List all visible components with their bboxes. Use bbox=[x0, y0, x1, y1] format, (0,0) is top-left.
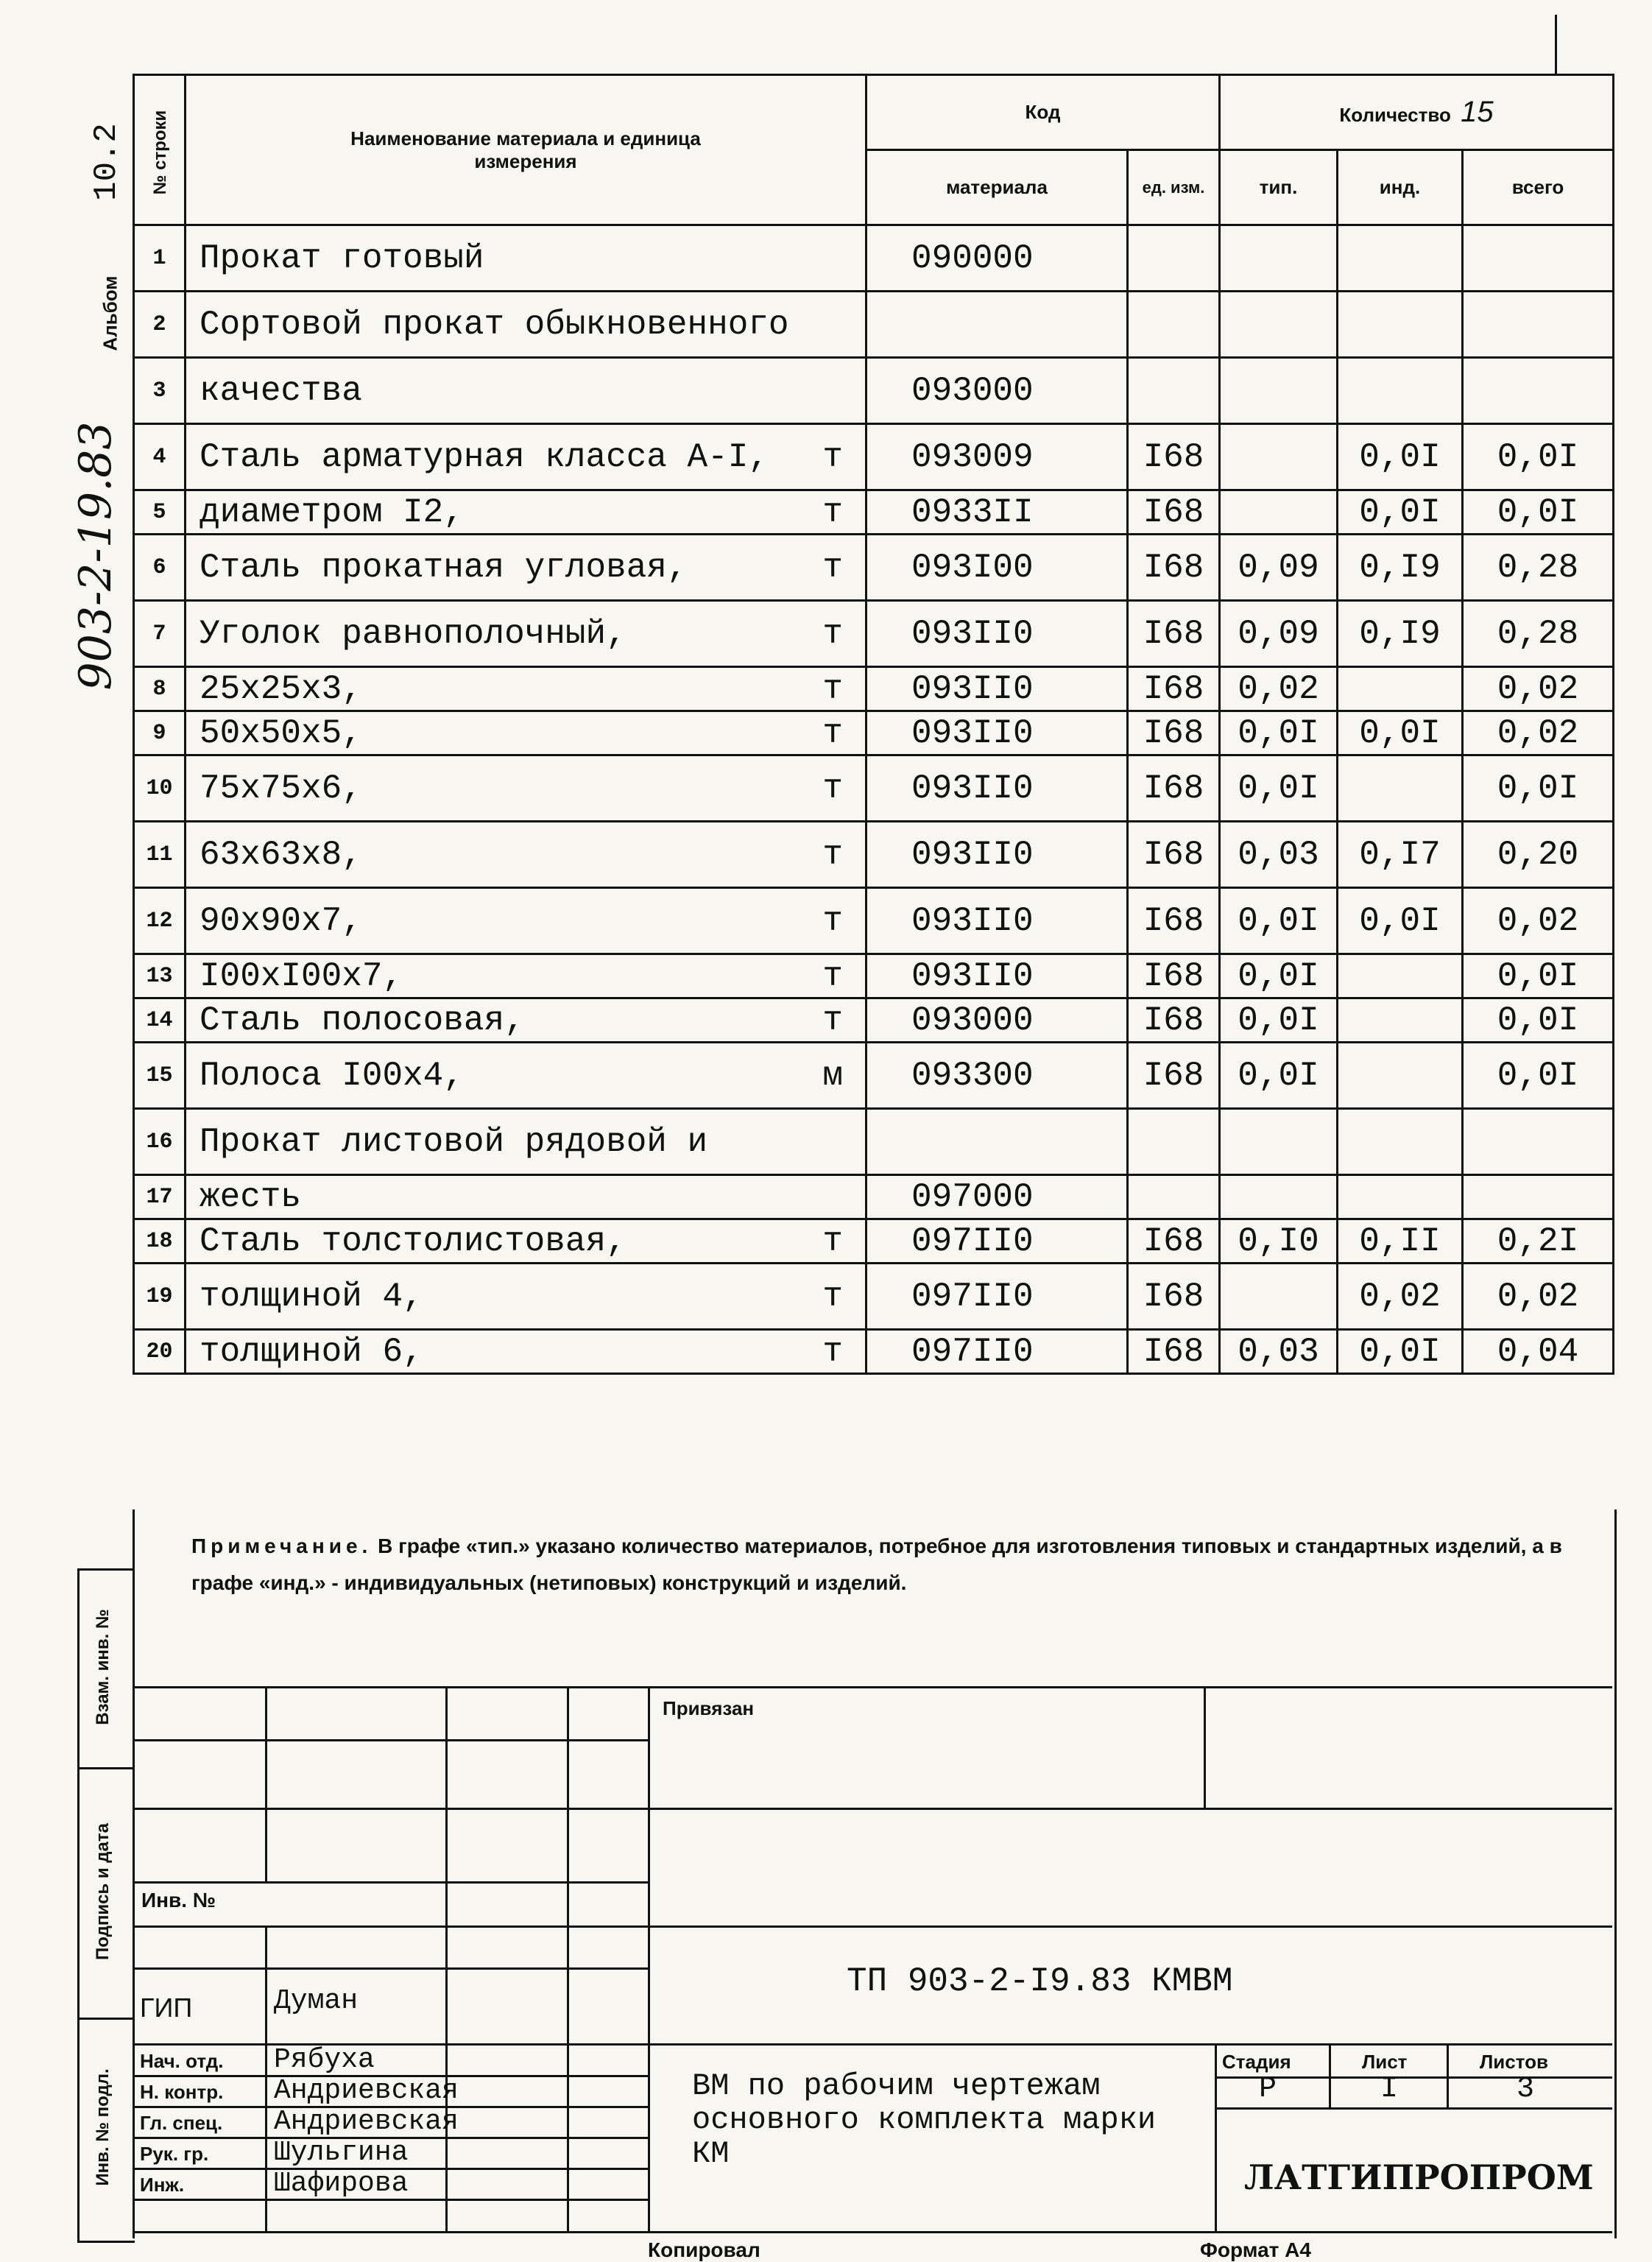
header-ind: инд. bbox=[1338, 150, 1463, 225]
qty-vsego bbox=[1463, 225, 1614, 292]
unit-of-measure: т bbox=[822, 669, 843, 708]
material-name: качества bbox=[186, 358, 866, 424]
qty-vsego: 0,28 bbox=[1463, 535, 1614, 601]
table-row bbox=[134, 822, 1614, 888]
row-number: 7 bbox=[134, 601, 186, 667]
material-code: 093300 bbox=[866, 1043, 1128, 1109]
unit-code: I68 bbox=[1128, 1219, 1220, 1264]
stamp-line-c bbox=[133, 1881, 648, 1884]
material-name: Прокат готовый bbox=[186, 225, 866, 292]
material-name: 90х90х7, т bbox=[186, 888, 866, 954]
table-row bbox=[134, 535, 1614, 601]
unit-of-measure: т bbox=[822, 548, 843, 587]
organization: ЛАТГИПРОПРОМ bbox=[1244, 2157, 1594, 2197]
signature-name: Андриевская bbox=[274, 2075, 459, 2107]
header-tip: тип. bbox=[1220, 150, 1338, 225]
row-number: 15 bbox=[134, 1043, 186, 1109]
qty-vsego: 0,0I bbox=[1463, 1043, 1614, 1109]
qty-ind: 0,II bbox=[1338, 1219, 1463, 1264]
unit-code: I68 bbox=[1128, 424, 1220, 490]
material-name: толщиной 6, т bbox=[186, 1330, 866, 1374]
qty-vsego: 0,02 bbox=[1463, 667, 1614, 711]
qty-ind bbox=[1338, 1043, 1463, 1109]
table-row bbox=[134, 292, 1614, 358]
row-number: 9 bbox=[134, 711, 186, 755]
header-material: материала bbox=[866, 150, 1128, 225]
qty-ind: 0,02 bbox=[1338, 1264, 1463, 1330]
handwritten-page-number: 15 bbox=[1461, 96, 1494, 128]
unit-code: I68 bbox=[1128, 954, 1220, 998]
material-code: 093000 bbox=[866, 998, 1128, 1043]
qty-ind: 0,0I bbox=[1338, 1330, 1463, 1374]
list-value: I bbox=[1380, 2073, 1399, 2106]
top-mark: 10.2 bbox=[88, 123, 125, 201]
document-code: ТП 903-2-I9.83 КМВМ bbox=[847, 1962, 1233, 2001]
qty-tip bbox=[1220, 1109, 1338, 1175]
unit-code bbox=[1128, 1175, 1220, 1219]
stamp-top-line bbox=[133, 1686, 1612, 1688]
material-code: 093I00 bbox=[866, 535, 1128, 601]
unit-code: I68 bbox=[1128, 755, 1220, 822]
material-name: Прокат листовой рядовой и bbox=[186, 1109, 866, 1175]
qty-tip bbox=[1220, 424, 1338, 490]
row-number: 4 bbox=[134, 424, 186, 490]
stamp-vline-1b bbox=[265, 1925, 267, 2231]
qty-vsego: 0,02 bbox=[1463, 711, 1614, 755]
qty-tip bbox=[1220, 1175, 1338, 1219]
qty-ind: 0,0I bbox=[1338, 888, 1463, 954]
stamp-vline-6 bbox=[1215, 2043, 1217, 2231]
list-label: Лист bbox=[1362, 2051, 1408, 2073]
table-row bbox=[134, 490, 1614, 535]
qty-vsego: 0,2I bbox=[1463, 1219, 1614, 1264]
qty-ind: 0,I9 bbox=[1338, 601, 1463, 667]
unit-code bbox=[1128, 292, 1220, 358]
strip-divider-1 bbox=[77, 1767, 133, 1769]
unit-code: I68 bbox=[1128, 1264, 1220, 1330]
table-row bbox=[134, 998, 1614, 1043]
unit-of-measure: м bbox=[822, 1056, 843, 1095]
unit-of-measure: т bbox=[822, 1222, 843, 1261]
stamp-vline-1 bbox=[265, 1686, 267, 1881]
signature-name: Думан bbox=[274, 1985, 359, 2017]
inv-no-label: Инв. № bbox=[141, 1889, 216, 1912]
signature-role: Инж. bbox=[140, 2174, 185, 2196]
header-kolichestvo: Количество 15 bbox=[1220, 75, 1614, 150]
qty-vsego bbox=[1463, 292, 1614, 358]
table-row bbox=[134, 225, 1614, 292]
material-name: 75х75х6, т bbox=[186, 755, 866, 822]
signature-role: ГИП bbox=[140, 1993, 193, 2023]
row-number: 13 bbox=[134, 954, 186, 998]
signature-role: Рук. гр. bbox=[140, 2143, 209, 2165]
qty-vsego: 0,0I bbox=[1463, 490, 1614, 535]
qty-ind bbox=[1338, 998, 1463, 1043]
unit-code: I68 bbox=[1128, 998, 1220, 1043]
qty-ind bbox=[1338, 667, 1463, 711]
row-number: 6 bbox=[134, 535, 186, 601]
qty-vsego: 0,0I bbox=[1463, 998, 1614, 1043]
qty-ind bbox=[1338, 1109, 1463, 1175]
unit-of-measure: т bbox=[822, 614, 843, 653]
qty-vsego: 0,02 bbox=[1463, 1264, 1614, 1330]
material-code: 093009 bbox=[866, 424, 1128, 490]
material-code: 0933II bbox=[866, 490, 1128, 535]
signature-role: Н. контр. bbox=[140, 2081, 224, 2103]
material-name: 63х63х8, т bbox=[186, 822, 866, 888]
qty-ind bbox=[1338, 292, 1463, 358]
signature-name: Шульгина bbox=[274, 2137, 409, 2168]
qty-tip: 0,0I bbox=[1220, 755, 1338, 822]
table-row bbox=[134, 358, 1614, 424]
qty-ind: 0,I7 bbox=[1338, 822, 1463, 888]
vzam-inv-label: Взам. инв. № bbox=[93, 1609, 113, 1725]
stamp-vline-5 bbox=[1204, 1686, 1206, 1808]
qty-ind: 0,0I bbox=[1338, 490, 1463, 535]
table-row bbox=[134, 1109, 1614, 1175]
qty-vsego: 0,0I bbox=[1463, 755, 1614, 822]
material-code: 093II0 bbox=[866, 954, 1128, 998]
qty-ind bbox=[1338, 954, 1463, 998]
stadiya-value: Р bbox=[1259, 2073, 1277, 2106]
material-name: Сталь полосовая, т bbox=[186, 998, 866, 1043]
table-row bbox=[134, 1264, 1614, 1330]
unit-code: I68 bbox=[1128, 888, 1220, 954]
table-row bbox=[134, 1330, 1614, 1374]
table-row bbox=[134, 1043, 1614, 1109]
material-name: Уголок равнополочный, т bbox=[186, 601, 866, 667]
signature-name: Рябуха bbox=[274, 2044, 375, 2076]
qty-vsego: 0,02 bbox=[1463, 888, 1614, 954]
table-row bbox=[134, 424, 1614, 490]
qty-ind bbox=[1338, 225, 1463, 292]
note-title: Примечание. bbox=[191, 1535, 373, 1557]
unit-of-measure: т bbox=[822, 493, 843, 532]
table-row bbox=[134, 755, 1614, 822]
qty-vsego bbox=[1463, 358, 1614, 424]
row-number: 3 bbox=[134, 358, 186, 424]
unit-code: I68 bbox=[1128, 535, 1220, 601]
table-row bbox=[134, 954, 1614, 998]
podp-data-label: Подпись и дата bbox=[93, 1823, 113, 1960]
unit-of-measure: т bbox=[822, 714, 843, 753]
privyazan-label: Привязан bbox=[663, 1697, 755, 1719]
listov-value: 3 bbox=[1517, 2073, 1535, 2106]
format: Формат А4 bbox=[1200, 2238, 1311, 2261]
unit-of-measure: т bbox=[822, 956, 843, 996]
qty-ind bbox=[1338, 755, 1463, 822]
stamp-bottom-line bbox=[133, 2231, 1612, 2233]
header-kod: Код bbox=[866, 75, 1220, 150]
material-code: 093II0 bbox=[866, 888, 1128, 954]
unit-code: I68 bbox=[1128, 711, 1220, 755]
table-row bbox=[134, 667, 1614, 711]
material-code bbox=[866, 1109, 1128, 1175]
header-vsego: всего bbox=[1463, 150, 1614, 225]
qty-vsego: 0,20 bbox=[1463, 822, 1614, 888]
qty-tip: 0,03 bbox=[1220, 1330, 1338, 1374]
row-number: 11 bbox=[134, 822, 186, 888]
row-number: 2 bbox=[134, 292, 186, 358]
table-row bbox=[134, 1175, 1614, 1219]
kopiroval: Копировал bbox=[648, 2238, 760, 2261]
qty-ind: 0,0I bbox=[1338, 424, 1463, 490]
unit-code: I68 bbox=[1128, 1330, 1220, 1374]
materials-table bbox=[133, 74, 1614, 1375]
qty-tip bbox=[1220, 292, 1338, 358]
stamp-stage-hline2 bbox=[1215, 2107, 1612, 2110]
qty-ind: 0,I9 bbox=[1338, 535, 1463, 601]
qty-tip: 0,09 bbox=[1220, 535, 1338, 601]
unit-code: I68 bbox=[1128, 667, 1220, 711]
qty-tip bbox=[1220, 225, 1338, 292]
material-code: 093II0 bbox=[866, 822, 1128, 888]
material-code: 093II0 bbox=[866, 667, 1128, 711]
album-label: Альбом bbox=[99, 275, 121, 351]
qty-tip: 0,02 bbox=[1220, 667, 1338, 711]
qty-ind bbox=[1338, 1175, 1463, 1219]
material-code: 097II0 bbox=[866, 1264, 1128, 1330]
qty-vsego: 0,0I bbox=[1463, 424, 1614, 490]
signature-name: Шафирова bbox=[274, 2168, 409, 2199]
material-code: 093II0 bbox=[866, 755, 1128, 822]
stamp-vline-2 bbox=[445, 1686, 448, 2231]
unit-of-measure: т bbox=[822, 901, 843, 940]
signature-role: Гл. спец. bbox=[140, 2112, 223, 2134]
header-name: Наименование материала и единица измерения bbox=[186, 75, 866, 225]
inv-podl-label: Инв. № подл. bbox=[93, 2068, 113, 2186]
material-name: жесть bbox=[186, 1175, 866, 1219]
material-code: 093II0 bbox=[866, 711, 1128, 755]
strip-divider-2 bbox=[77, 2018, 133, 2020]
row-number: 8 bbox=[134, 667, 186, 711]
stamp-stage-vline2 bbox=[1447, 2043, 1449, 2107]
stamp-line-b bbox=[133, 1808, 1612, 1810]
header-ed-izm: ед. изм. bbox=[1128, 150, 1220, 225]
unit-of-measure: т bbox=[822, 1332, 843, 1371]
row-number: 14 bbox=[134, 998, 186, 1043]
qty-vsego: 0,04 bbox=[1463, 1330, 1614, 1374]
qty-tip bbox=[1220, 358, 1338, 424]
unit-code: I68 bbox=[1128, 1043, 1220, 1109]
row-number: 20 bbox=[134, 1330, 186, 1374]
material-name: I00хI00х7, т bbox=[186, 954, 866, 998]
qty-tip: 0,I0 bbox=[1220, 1219, 1338, 1264]
unit-code: I68 bbox=[1128, 601, 1220, 667]
row-number: 5 bbox=[134, 490, 186, 535]
unit-of-measure: т bbox=[822, 1277, 843, 1316]
row-number: 16 bbox=[134, 1109, 186, 1175]
qty-vsego: 0,28 bbox=[1463, 601, 1614, 667]
material-code bbox=[866, 292, 1128, 358]
material-name: Сталь толстолистовая, т bbox=[186, 1219, 866, 1264]
table-row bbox=[134, 601, 1614, 667]
unit-of-measure: т bbox=[822, 437, 843, 476]
qty-tip: 0,03 bbox=[1220, 822, 1338, 888]
qty-ind: 0,0I bbox=[1338, 711, 1463, 755]
row-number: 10 bbox=[134, 755, 186, 822]
unit-of-measure: т bbox=[822, 835, 843, 874]
unit-of-measure: т bbox=[822, 769, 843, 808]
qty-tip: 0,0I bbox=[1220, 888, 1338, 954]
qty-ind bbox=[1338, 358, 1463, 424]
stamp-vline-3 bbox=[567, 1686, 569, 2231]
qty-vsego bbox=[1463, 1175, 1614, 1219]
unit-code bbox=[1128, 358, 1220, 424]
stadiya-label: Стадия bbox=[1222, 2051, 1291, 2073]
table-row bbox=[134, 711, 1614, 755]
table-row bbox=[134, 1219, 1614, 1264]
material-code: 093000 bbox=[866, 358, 1128, 424]
unit-code bbox=[1128, 1109, 1220, 1175]
material-name: Сортовой прокат обыкновенного bbox=[186, 292, 866, 358]
row-number: 1 bbox=[134, 225, 186, 292]
row-number: 12 bbox=[134, 888, 186, 954]
signature-role: Нач. отд. bbox=[140, 2050, 224, 2072]
unit-code bbox=[1128, 225, 1220, 292]
signature-name: Андриевская bbox=[274, 2106, 459, 2138]
material-code: 097II0 bbox=[866, 1330, 1128, 1374]
material-name: Полоса I00х4, м bbox=[186, 1043, 866, 1109]
material-name: 50х50х5, т bbox=[186, 711, 866, 755]
row-number: 19 bbox=[134, 1264, 186, 1330]
qty-tip: 0,0I bbox=[1220, 711, 1338, 755]
unit-code: I68 bbox=[1128, 822, 1220, 888]
top-mark-line bbox=[1555, 15, 1557, 74]
qty-tip: 0,0I bbox=[1220, 998, 1338, 1043]
header-row-no: № строки bbox=[134, 75, 186, 225]
material-code: 093II0 bbox=[866, 601, 1128, 667]
unit-of-measure: т bbox=[822, 1001, 843, 1040]
row-number: 17 bbox=[134, 1175, 186, 1219]
note-text: В графе «тип.» указано количество материалов, потребное для изготовления типовых и стандартных изделий, а в графе «инд.» - индивидуальных (нетиповых) конструкций и изделий. bbox=[191, 1535, 1562, 1594]
stamp-stage-vline1 bbox=[1329, 2043, 1331, 2107]
material-name: 25х25х3, т bbox=[186, 667, 866, 711]
material-name: толщиной 4, т bbox=[186, 1264, 866, 1330]
row-number: 18 bbox=[134, 1219, 186, 1264]
material-code: 097000 bbox=[866, 1175, 1128, 1219]
qty-tip bbox=[1220, 1264, 1338, 1330]
material-name: диаметром I2, т bbox=[186, 490, 866, 535]
qty-vsego: 0,0I bbox=[1463, 954, 1614, 998]
qty-tip: 0,0I bbox=[1220, 954, 1338, 998]
unit-code: I68 bbox=[1128, 490, 1220, 535]
album-number: 903-2-19.83 bbox=[70, 421, 121, 691]
stamp-title: ВМ по рабочим чертежам основного комплекта марки КМ bbox=[692, 2068, 1157, 2171]
material-name: Сталь арматурная класса А-I, т bbox=[186, 424, 866, 490]
qty-tip: 0,0I bbox=[1220, 1043, 1338, 1109]
material-name: Сталь прокатная угловая, т bbox=[186, 535, 866, 601]
qty-tip bbox=[1220, 490, 1338, 535]
stamp-line-a bbox=[133, 1739, 648, 1741]
qty-vsego bbox=[1463, 1109, 1614, 1175]
table-row bbox=[134, 888, 1614, 954]
stamp-line-d bbox=[133, 1925, 1612, 1928]
material-code: 097II0 bbox=[866, 1219, 1128, 1264]
stamp-line-e bbox=[133, 1967, 648, 1970]
material-code: 090000 bbox=[866, 225, 1128, 292]
qty-tip: 0,09 bbox=[1220, 601, 1338, 667]
stamp-vline-4 bbox=[648, 1686, 650, 2231]
listov-label: Листов bbox=[1480, 2051, 1548, 2073]
